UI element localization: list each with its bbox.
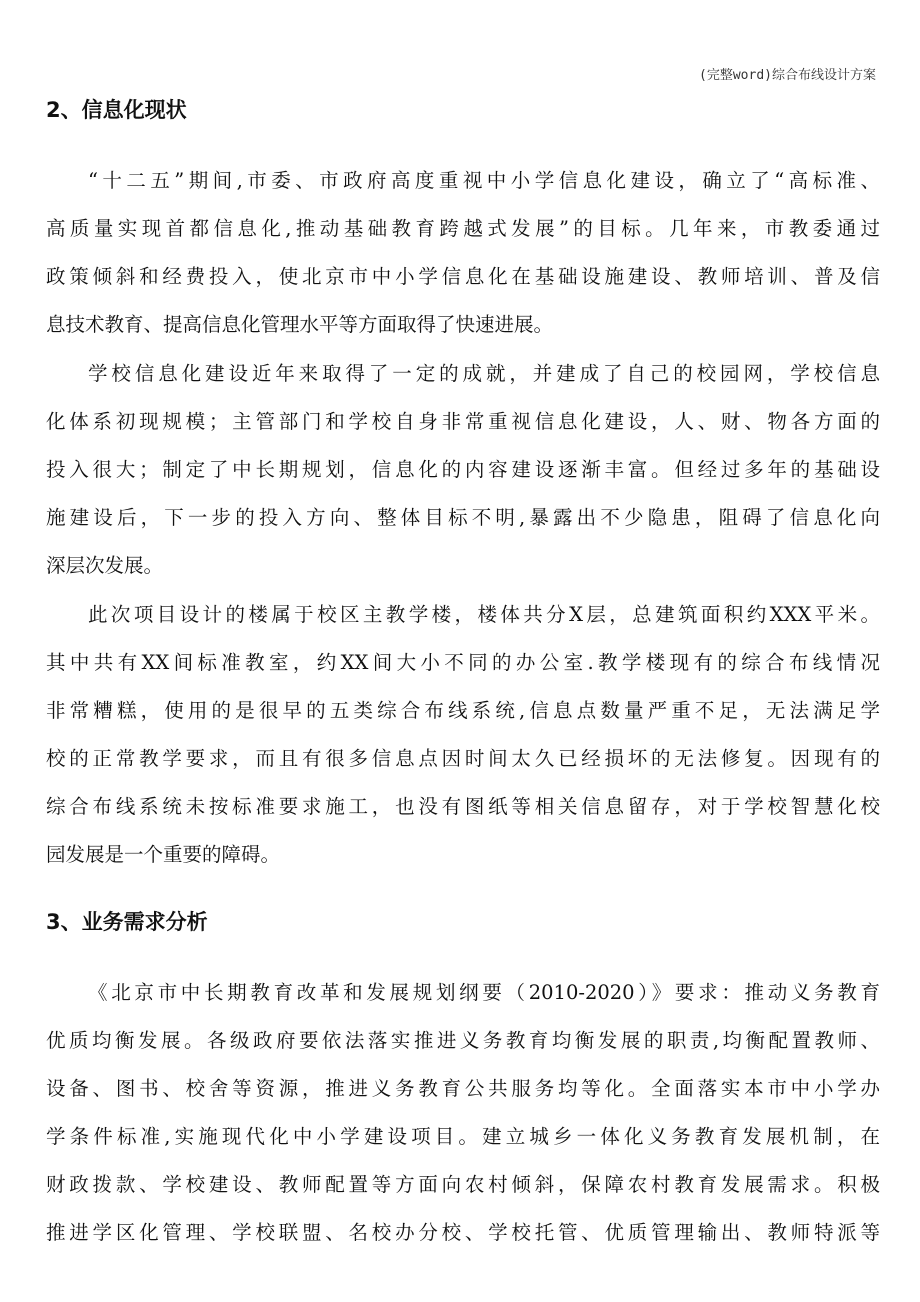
text-line: 政策倾斜和经费投入，使北京市中小学信息化在基础设施建设、教师培训、普及信 [46,265,880,288]
section-2-paragraph-1 [46,157,880,349]
text-line: 化体系初现规模；主管部门和学校自身非常重视信息化建设，人、财、物各方面的 [46,410,880,433]
text-line: 优质均衡发展。各级政府要依法落实推进义务教育均衡发展的职责,均衡配置教师、 [46,1029,880,1052]
text-line: 财政拨款、学校建设、教师配置等方面向农村倾斜，保障农村教育发展需求。积极 [46,1173,880,1196]
section-2-heading: 2、信息化现状 [46,98,187,122]
text-line: 综合布线系统未按标准要求施工，也没有图纸等相关信息留存，对于学校智慧化校 [46,795,880,818]
text-line: 息技术教育、提高信息化管理水平等方面取得了快速进展。 [46,313,554,336]
text-line: 非常糟糕，使用的是很早的五类综合布线系统,信息点数量严重不足，无法满足学 [46,699,880,722]
section-3-paragraph-1 [46,969,880,1257]
section-2-paragraph-3 [46,591,880,879]
text-line: 其中共有XX间标准教室，约XX间大小不同的办公室.教学楼现有的综合布线情况 [46,651,880,674]
text-line: 高质量实现首都信息化,推动基础教育跨越式发展”的目标。几年来，市教委通过 [46,217,880,240]
page-header: (完整word)综合布线设计方案 [699,68,876,83]
text-line: 此次项目设计的楼属于校区主教学楼，楼体共分X层，总建筑面积约XXX平米。 [88,603,880,626]
text-line: 校的正常教学要求，而且有很多信息点因时间太久已经损坏的无法修复。因现有的 [46,747,880,770]
text-line: 施建设后，下一步的投入方向、整体目标不明,暴露出不少隐患，阻碍了信息化向 [46,506,880,529]
section-2-paragraph-2 [46,350,880,590]
text-line: 设备、图书、校舍等资源，推进义务教育公共服务均等化。全面落实本市中小学办 [46,1077,880,1100]
text-line: 深层次发展。 [46,554,164,577]
section-3-heading: 3、业务需求分析 [46,910,208,934]
text-line: “十二五”期间,市委、市政府高度重视中小学信息化建设，确立了“高标准、 [88,169,880,192]
text-line: 学条件标准,实施现代化中小学建设项目。建立城乡一体化义务教育发展机制，在 [46,1125,880,1148]
text-line: 推进学区化管理、学校联盟、名校办分校、学校托管、优质管理输出、教师特派等 [46,1221,880,1244]
text-line: 学校信息化建设近年来取得了一定的成就，并建成了自己的校园网，学校信息 [88,362,880,385]
text-line: 园发展是一个重要的障碍。 [46,843,281,866]
text-line: 《北京市中长期教育改革和发展规划纲要（2010-2020）》要求：推动义务教育 [88,981,880,1004]
text-line: 投入很大；制定了中长期规划，信息化的内容建设逐渐丰富。但经过多年的基础设 [46,458,880,481]
